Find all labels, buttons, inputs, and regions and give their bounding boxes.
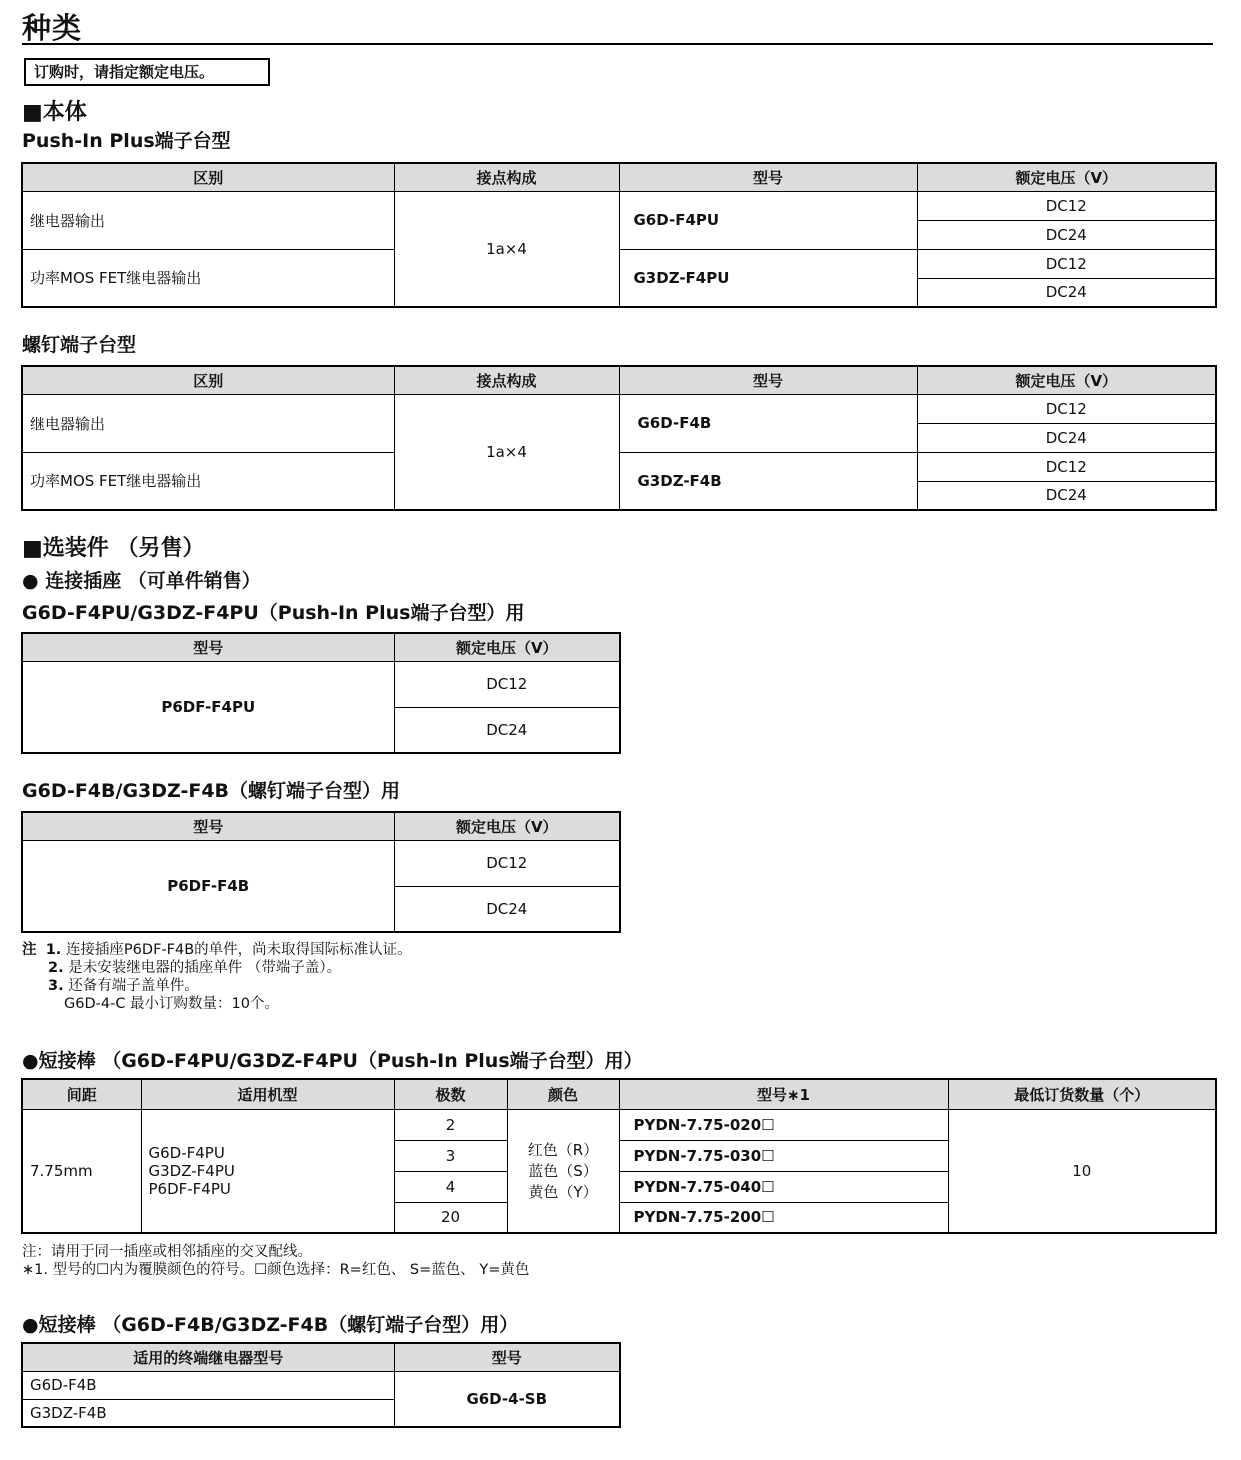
screw-subheading: 螺钉端子台型 <box>22 334 137 356</box>
shortbar-pushin-heading: ●短接棒 （G6D-F4PU/G3DZ-F4PU（Push-In Plus端子台型）用） <box>22 1050 643 1072</box>
note-text: 还备有端子盖单件。 <box>68 978 199 994</box>
header-min-qty: 最低订货数量（个） <box>948 1079 1216 1109</box>
part-number-cell: PYDN-7.75-020☐ <box>619 1109 948 1140</box>
applicable-models-cell <box>141 1109 394 1233</box>
poles-cell: 2 <box>394 1109 507 1140</box>
header-voltage: 额定电压（V） <box>917 163 1216 191</box>
relay-model-cell: G3DZ-F4B <box>22 1399 394 1427</box>
contact-cell: 1a×4 <box>394 191 619 307</box>
category-cell: 功率MOS FET继电器输出 <box>22 452 394 510</box>
note-num: 2. <box>48 960 64 976</box>
color-option: 蓝色（S） <box>528 1162 598 1181</box>
model-cell: P6DF-F4PU <box>22 661 394 753</box>
pushin-table <box>21 162 1217 308</box>
color-option: 红色（R） <box>527 1141 599 1160</box>
voltage-cell: DC12 <box>917 191 1216 220</box>
socket-pushin-subheading: G6D-F4PU/G3DZ-F4PU（Push-In Plus端子台型）用 <box>22 602 525 624</box>
voltage-cell: DC24 <box>394 886 620 932</box>
model-cell: G6D-F4B <box>619 394 917 452</box>
contact-cell: 1a×4 <box>394 394 619 510</box>
header-voltage: 额定电压（V） <box>394 633 620 661</box>
model-cell: G3DZ-F4PU <box>619 249 917 307</box>
shortbar-note-line: 注：请用于同一插座或相邻插座的交叉配线。 <box>22 1244 312 1260</box>
header-contact: 接点构成 <box>394 366 619 394</box>
voltage-cell: DC24 <box>394 707 620 753</box>
voltage-cell: DC12 <box>917 249 1216 278</box>
header-contact: 接点构成 <box>394 163 619 191</box>
pitch-cell: 7.75mm <box>22 1109 141 1233</box>
pushin-subheading: Push-In Plus端子台型 <box>22 130 231 152</box>
header-part-number: 型号∗1 <box>619 1079 948 1109</box>
header-voltage: 额定电压（V） <box>917 366 1216 394</box>
socket-notes <box>22 941 722 1013</box>
socket-screw-subheading: G6D-F4B/G3DZ-F4B（螺钉端子台型）用 <box>22 780 401 802</box>
min-qty-cell: 10 <box>948 1109 1216 1233</box>
relay-model-cell: G6D-F4B <box>22 1371 394 1399</box>
voltage-cell: DC24 <box>917 423 1216 452</box>
category-cell: 继电器输出 <box>22 191 394 249</box>
voltage-cell: DC12 <box>394 840 620 886</box>
model-cell: G3DZ-F4B <box>619 452 917 510</box>
voltage-cell: DC24 <box>917 220 1216 249</box>
header-model: 型号 <box>22 812 394 840</box>
header-voltage: 额定电压（V） <box>394 812 620 840</box>
shortbar-screw-heading: ●短接棒 （G6D-F4B/G3DZ-F4B（螺钉端子台型）用） <box>22 1314 519 1336</box>
body-heading: ■本体 <box>22 100 87 125</box>
header-models: 适用机型 <box>141 1079 394 1109</box>
note-label: 注 <box>22 942 37 958</box>
socket-pushin-table <box>21 632 621 754</box>
voltage-cell: DC12 <box>394 661 620 707</box>
part-number-cell: PYDN-7.75-040☐ <box>619 1171 948 1202</box>
header-model: 型号 <box>22 633 394 661</box>
applicable-model: G6D-F4PU <box>148 1143 225 1162</box>
poles-cell: 3 <box>394 1140 507 1171</box>
shortbar-notes <box>22 1243 922 1279</box>
order-note: 订购时，请指定额定电压。 <box>24 58 270 86</box>
options-heading: ■选装件 （另售） <box>22 536 205 561</box>
header-relay-model: 适用的终端继电器型号 <box>22 1343 394 1371</box>
socket-heading: ● 连接插座 （可单件销售） <box>22 570 261 592</box>
note-num: 3. <box>48 978 64 994</box>
header-model: 型号 <box>619 163 917 191</box>
header-model: 型号 <box>619 366 917 394</box>
part-number-cell: PYDN-7.75-200☐ <box>619 1202 948 1233</box>
model-cell: G6D-4-SB <box>394 1371 620 1427</box>
shortbar-pushin-table <box>21 1078 1217 1234</box>
applicable-model: P6DF-F4PU <box>148 1179 231 1198</box>
voltage-cell: DC24 <box>917 481 1216 510</box>
part-number-cell: PYDN-7.75-030☐ <box>619 1140 948 1171</box>
color-option: 黄色（Y） <box>528 1183 598 1202</box>
page-title: 种类 <box>22 11 83 45</box>
header-poles: 极数 <box>394 1079 507 1109</box>
model-cell: G6D-F4PU <box>619 191 917 249</box>
note-extra: G6D-4-C 最小订购数量：10个。 <box>64 996 279 1012</box>
poles-cell: 4 <box>394 1171 507 1202</box>
voltage-cell: DC24 <box>917 278 1216 307</box>
screw-table <box>21 365 1217 511</box>
poles-cell: 20 <box>394 1202 507 1233</box>
voltage-cell: DC12 <box>917 452 1216 481</box>
note-text: 连接插座P6DF-F4B的单件，尚未取得国际标准认证。 <box>65 942 412 958</box>
applicable-model: G3DZ-F4PU <box>148 1161 235 1180</box>
model-cell: P6DF-F4B <box>22 840 394 932</box>
header-color: 颜色 <box>507 1079 619 1109</box>
shortbar-screw-table <box>21 1342 621 1428</box>
note-text: 是未安装继电器的插座单件 （带端子盖）。 <box>68 960 342 976</box>
header-model: 型号 <box>394 1343 620 1371</box>
header-category: 区别 <box>22 366 394 394</box>
title-divider <box>22 43 1213 45</box>
header-pitch: 间距 <box>22 1079 141 1109</box>
shortbar-note-line: ∗1. 型号的☐内为覆膜颜色的符号。☐颜色选择：R=红色、 S=蓝色、 Y=黄色 <box>22 1262 530 1278</box>
note-num: 1. <box>45 942 62 958</box>
color-cell <box>507 1109 619 1233</box>
category-cell: 功率MOS FET继电器输出 <box>22 249 394 307</box>
voltage-cell: DC12 <box>917 394 1216 423</box>
category-cell: 继电器输出 <box>22 394 394 452</box>
header-category: 区别 <box>22 163 394 191</box>
socket-screw-table <box>21 811 621 933</box>
